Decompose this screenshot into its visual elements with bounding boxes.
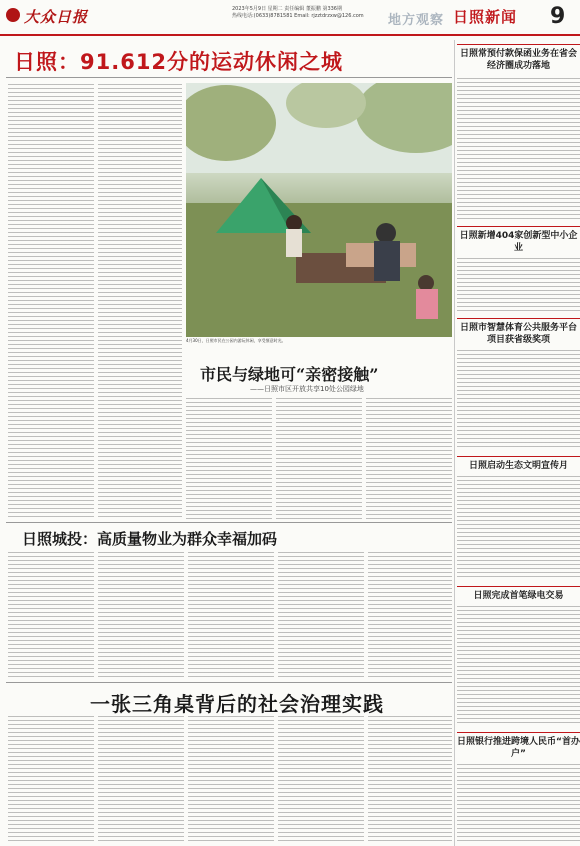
lead-headline: 日照：91.612分的运动休闲之城 — [14, 50, 344, 74]
masthead-rule — [0, 34, 580, 36]
story4-text — [278, 716, 364, 842]
story3-text — [188, 552, 274, 678]
section-rule — [6, 682, 452, 683]
page-number: 9 — [550, 4, 566, 29]
story3-text — [8, 552, 94, 678]
sidebar-text — [457, 764, 580, 842]
story4-headline: 一张三角桌背后的社会治理实践 — [90, 692, 384, 716]
sidebar-text — [457, 78, 580, 220]
logo-emblem-icon — [6, 8, 20, 22]
story4-text — [188, 716, 274, 842]
lead-story-text — [8, 84, 94, 520]
sidebar-rule — [457, 226, 580, 227]
column-separator — [454, 40, 455, 846]
newspaper-logo: 大众日报 — [24, 8, 89, 26]
park-photo — [186, 83, 452, 337]
story2-headline: 市民与绿地可“亲密接触” — [200, 365, 379, 384]
sidebar-headline: 日照常预付款保函业务在省会经济圈成功落地 — [459, 49, 577, 71]
sidebar-headline: 日照启动生态文明宣传月 — [468, 461, 568, 471]
sidebar-text — [457, 476, 580, 580]
sidebar-text — [457, 258, 580, 312]
photo-caption: 4月30日，日照市民在公园内游玩休闲，享受惬意时光。 — [186, 338, 286, 343]
sidebar-headline: 日照完成首笔绿电交易 — [473, 591, 564, 601]
contact-line: 热线电话:(0633)8781581 Email: rjzztdrzxw@126.com — [232, 13, 364, 19]
issue-date-line: 2023年5月9日 星期二 责任编辑 董振鹏 第336期 — [232, 6, 342, 12]
sidebar-rule — [457, 318, 580, 319]
news-sidebar — [457, 40, 580, 846]
story2-text — [276, 398, 362, 522]
story2-text — [186, 398, 272, 522]
story3-text — [98, 552, 184, 678]
sidebar-headline: 日照市智慧体育公共服务平台项目获省级奖项 — [459, 323, 577, 345]
headline-rule — [6, 77, 452, 78]
sidebar-rule — [457, 732, 580, 733]
section-rule — [6, 522, 452, 523]
sidebar-text — [457, 606, 580, 726]
sidebar-headline: 日照新增404家创新型中小企业 — [459, 231, 578, 253]
story3-text — [368, 552, 452, 678]
story2-subheadline: ——日照市区开放共享10处公园绿地 — [250, 385, 364, 393]
story3-text — [278, 552, 364, 678]
story2-text — [366, 398, 452, 522]
section-label-local: 地方观察 — [388, 13, 445, 28]
park-scene-image — [186, 83, 452, 337]
story4-text — [8, 716, 94, 842]
story4-text — [368, 716, 452, 842]
issue-info — [232, 6, 364, 20]
sidebar-rule — [457, 456, 580, 457]
story4-text — [98, 716, 184, 842]
sidebar-rule — [457, 586, 580, 587]
sidebar-text — [457, 350, 580, 450]
lead-story-text — [98, 84, 182, 520]
story3-headline: 日照城投：高质量物业为群众幸福加码 — [22, 530, 278, 548]
section-label-rizhao: 日照新闻 — [453, 8, 518, 26]
sidebar-headline: 日照银行推进跨境人民币“首办户” — [457, 737, 580, 759]
sidebar-rule — [457, 44, 580, 45]
